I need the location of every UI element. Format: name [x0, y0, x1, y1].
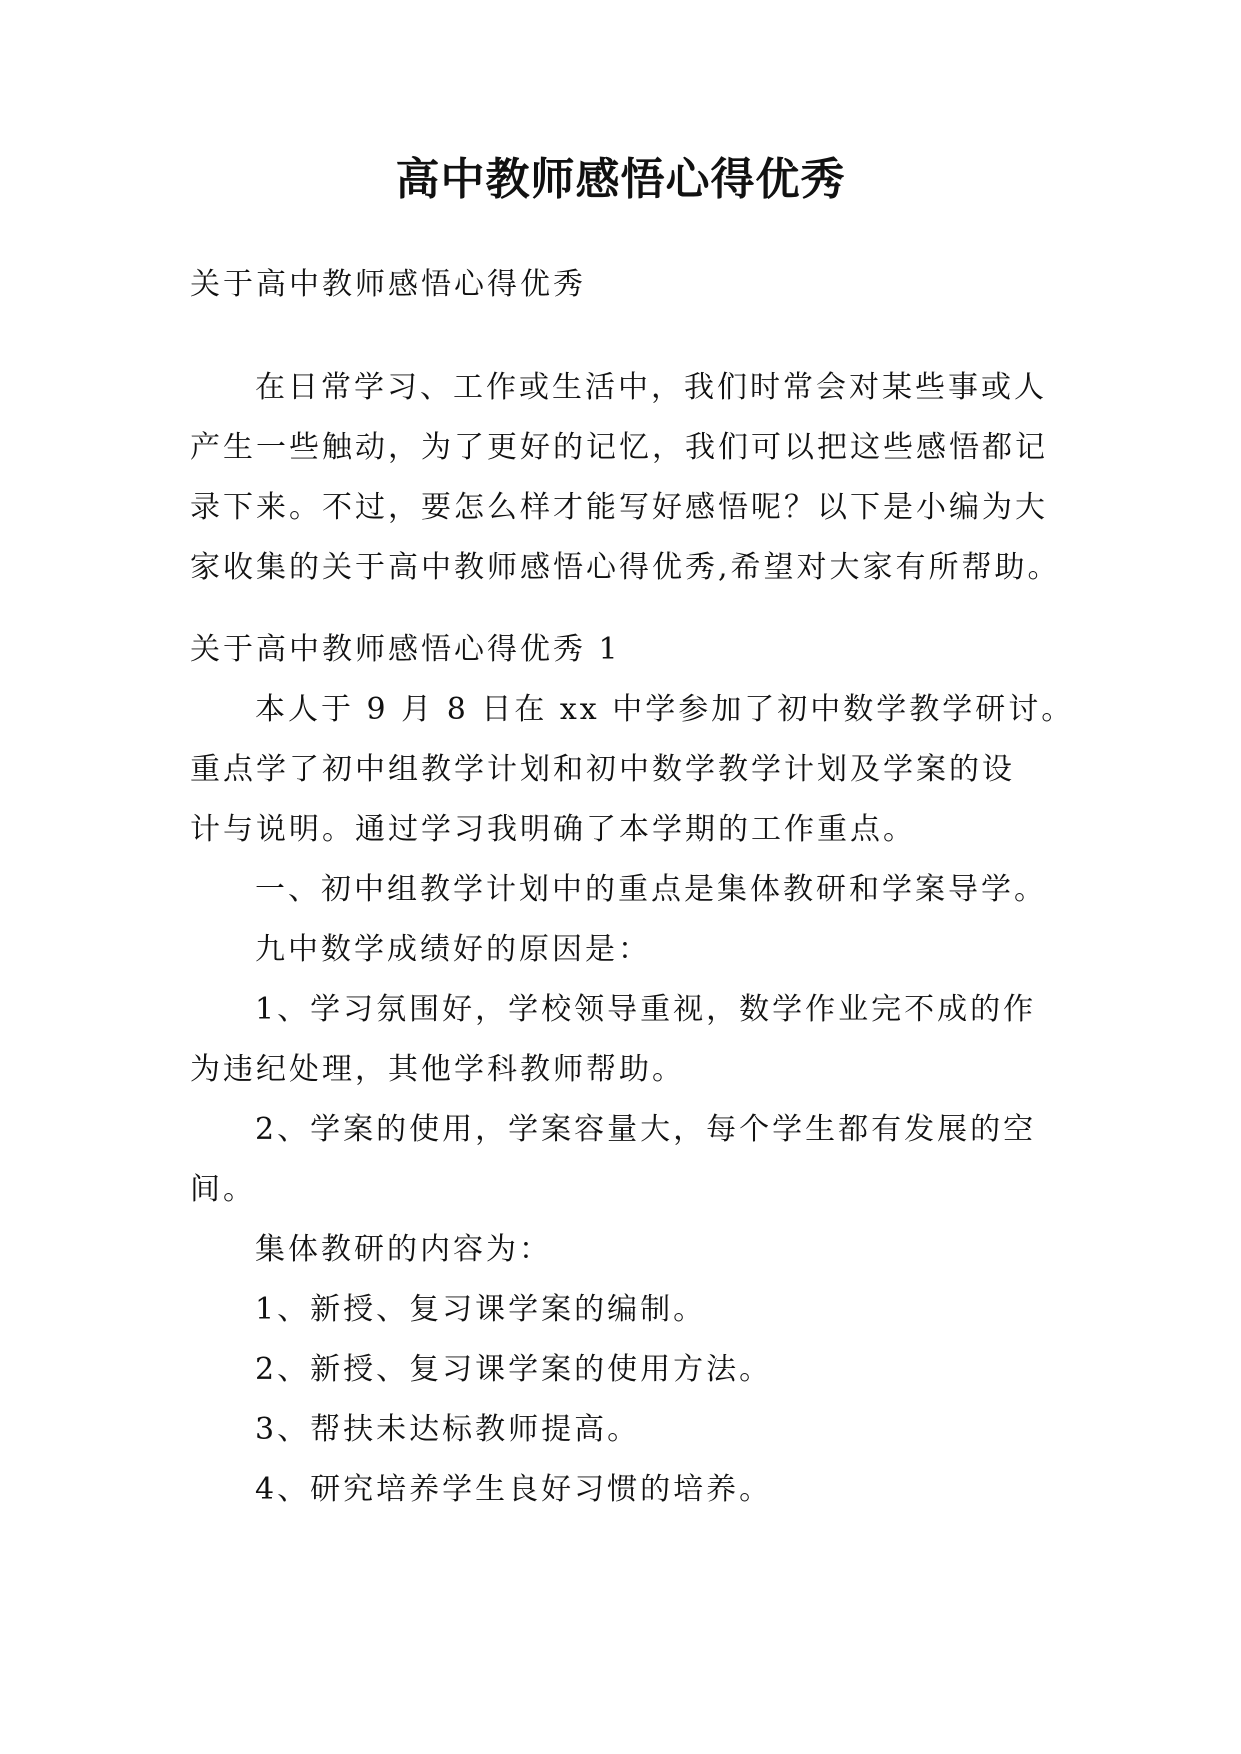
body-line: 重点学了初中组教学计划和初中数学教学计划及学案的设	[190, 752, 1015, 787]
body-line: 2、新授、复习课学案的使用方法。	[255, 1352, 773, 1387]
document-heading: 关于高中教师感悟心得优秀	[190, 267, 586, 302]
body-line: 本人于 9 月 8 日在 xx 中学参加了初中数学教学研讨。	[255, 692, 1075, 727]
intro-line: 录下来。不过，要怎么样才能写好感悟呢？以下是小编为大	[190, 490, 1048, 525]
body-line: 集体教研的内容为：	[255, 1232, 552, 1267]
body-line: 4、研究培养学生良好习惯的培养。	[255, 1472, 773, 1507]
body-line: 1、学习氛围好，学校领导重视，数学作业完不成的作	[255, 992, 1037, 1027]
body-line: 1、新授、复习课学案的编制。	[255, 1292, 707, 1327]
body-line: 计与说明。通过学习我明确了本学期的工作重点。	[190, 812, 916, 847]
document-title: 高中教师感悟心得优秀	[395, 154, 846, 205]
body-line: 九中数学成绩好的原因是：	[255, 932, 651, 967]
body-line: 为违纪处理，其他学科教师帮助。	[190, 1052, 685, 1087]
heading-block	[190, 255, 1070, 315]
body-line: 3、帮扶未达标教师提高。	[255, 1412, 641, 1447]
body-line: 间。	[190, 1172, 256, 1207]
section-1	[190, 620, 1075, 1520]
intro-line: 家收集的关于高中教师感悟心得优秀,希望对大家有所帮助。	[190, 550, 1061, 585]
section-heading: 关于高中教师感悟心得优秀 1	[190, 632, 621, 667]
intro-paragraph	[190, 358, 1070, 598]
body-line: 2、学案的使用，学案容量大，每个学生都有发展的空	[255, 1112, 1037, 1147]
intro-line: 产生一些触动，为了更好的记忆，我们可以把这些感悟都记	[190, 430, 1048, 465]
intro-line: 在日常学习、工作或生活中，我们时常会对某些事或人	[255, 370, 1047, 405]
body-line: 一、初中组教学计划中的重点是集体教研和学案导学。	[255, 872, 1047, 907]
section-body	[190, 680, 1075, 1520]
